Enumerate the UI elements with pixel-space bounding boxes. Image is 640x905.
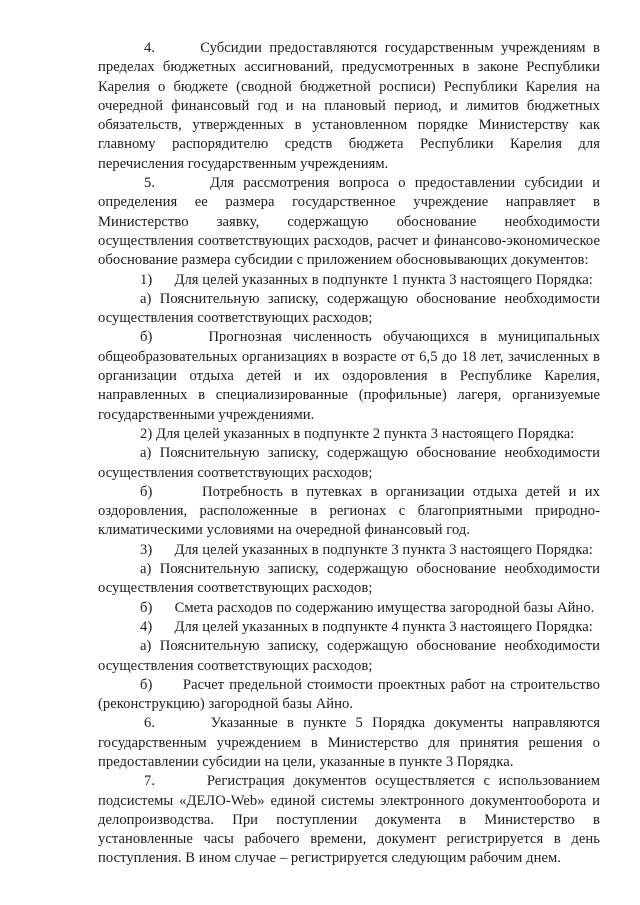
subitem-1a: а) Пояснительную записку, содержащую обоснование необходимости осуществления соответствующих расходов; <box>98 290 600 327</box>
subitem-4: 4) Для целей указанных в подпункте 4 пункта 3 настоящего Порядка: <box>140 618 593 635</box>
subitem-2: 2) Для целей указанных в подпункте 2 пункта 3 настоящего Порядка: <box>140 425 575 442</box>
subitem-1b: б) Прогнозная численность обучающихся в муниципальных общеобразовательных организациях в возрасте от 6,5 до 18 лет, зачисленных в организации отдыха детей и их оздоровления в Республике Карелия, направленных в специализированные (профильные) лагеря, организуемые государственными учреждениями. <box>98 329 600 423</box>
subitem-4b: б) Расчет предельной стоимости проектных работ на строительство (реконструкцию) загородной базы Айно. <box>98 676 600 713</box>
subitem-2a: а) Пояснительную записку, содержащую обоснование необходимости осуществления соответствующих расходов; <box>98 445 600 481</box>
paragraph-5: 5. Для рассмотрения вопроса о предоставлении субсидии и определения ее размера государственное учреждение направляет в Министерство заявку, содержащую обоснование необходимости осуществления соответствующих расходов, расчет и финансово-экономическое обоснование размера субсидии с приложением обосновывающих документов: <box>98 175 600 269</box>
paragraph-4: 4. Субсидии предоставляются государственным учреждениям в пределах бюджетных ассигнований, предусмотренных в законе Республики Карелия о бюджете (сводной бюджетной росписи) Республики Карелия на очередной финансовый год и на плановый период, и лимитов бюджетных обязательств, утвержденных в установленном порядке Министерству как главному распорядителю средств бюджета Республики Карелия для перечисления государственным учреждениям. <box>98 40 600 172</box>
subitem-3: 3) Для целей указанных в подпункте 3 пункта 3 настоящего Порядка: <box>140 541 593 558</box>
subitem-4a: а) Пояснительную записку, содержащую обоснование необходимости осуществления соответствующих расходов; <box>98 638 600 674</box>
subitem-2b: б) Потребность в путевках в организации отдыха детей и их оздоровления, расположенные в регионах с благоприятными природно-климатическими условиями на очередной финансовый год. <box>98 483 600 539</box>
document-body <box>98 39 600 869</box>
paragraph-6: 6. Указанные в пункте 5 Порядка документы направляются государственным учреждением в Министерство для принятия решения о предоставлении субсидии на цели, указанные в пункте 3 Порядка. <box>98 715 600 770</box>
subitem-3b: б) Смета расходов по содержанию имущества загородной базы Айно. <box>140 599 595 616</box>
paragraph-7: 7. Регистрация документов осуществляется с использованием подсистемы «ДЕЛО-Web» единой системы электронного документооборота и делопроизводства. При поступлении документа в Министерство в установленные часы рабочего времени, документ регистрируется в день поступления. В ином случае – регистрируется следующим рабочим днем. <box>98 773 600 867</box>
subitem-1: 1) Для целей указанных в подпункте 1 пункта 3 настоящего Порядка: <box>140 271 593 288</box>
subitem-3a: а) Пояснительную записку, содержащую обоснование необходимости осуществления соответствующих расходов; <box>98 561 600 597</box>
